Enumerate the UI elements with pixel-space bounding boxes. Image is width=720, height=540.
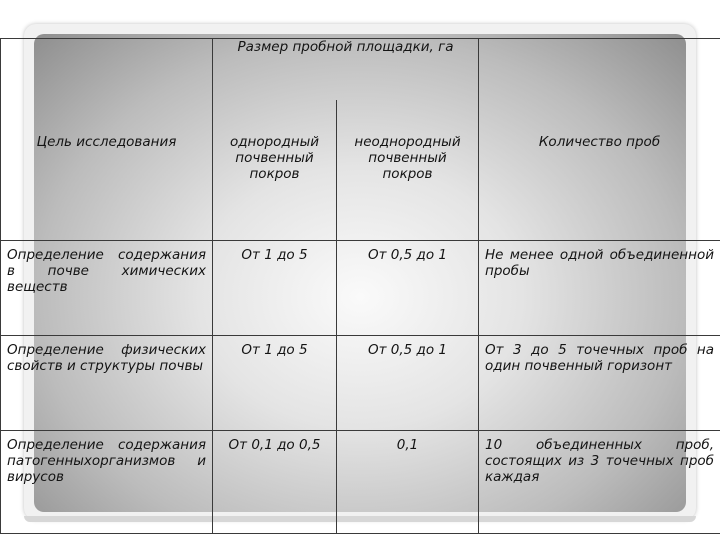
table-header-row-2	[1, 100, 720, 241]
row-goal: Определение физических свойств и структуры почвы	[1, 336, 213, 431]
header-heterogeneous: неоднородный почвенный покров	[337, 100, 479, 241]
table-row	[1, 431, 720, 534]
row-homogeneous: От 0,1 до 0,5	[213, 431, 337, 534]
header-goal: Цель исследования	[1, 100, 213, 241]
row-homogeneous: От 1 до 5	[213, 336, 337, 431]
row-goal: Определение содержания в почве химических веществ	[1, 241, 213, 336]
sampling-table	[0, 38, 720, 534]
row-count: От 3 до 5 точечных проб на один почвенный горизонт	[479, 336, 720, 431]
row-heterogeneous: От 0,5 до 1	[337, 336, 479, 431]
header-cell-empty-left	[1, 39, 213, 100]
table-row	[1, 241, 720, 336]
row-goal: Определение содержания патогенныхорганизмов и вирусов	[1, 431, 213, 534]
row-heterogeneous: От 0,5 до 1	[337, 241, 479, 336]
header-sample-count: Количество проб	[479, 100, 720, 241]
table-row	[1, 336, 720, 431]
header-plot-size: Размер пробной площадки, га	[213, 39, 479, 100]
row-homogeneous: От 1 до 5	[213, 241, 337, 336]
row-count: 10 объединенных проб, состоящих из 3 точечных проб каждая	[479, 431, 720, 534]
row-heterogeneous: 0,1	[337, 431, 479, 534]
table-header-row-1	[1, 39, 720, 100]
header-homogeneous: однородный почвенный покров	[213, 100, 337, 241]
row-count: Не менее одной объединенной пробы	[479, 241, 720, 336]
header-cell-empty-right	[479, 39, 720, 100]
